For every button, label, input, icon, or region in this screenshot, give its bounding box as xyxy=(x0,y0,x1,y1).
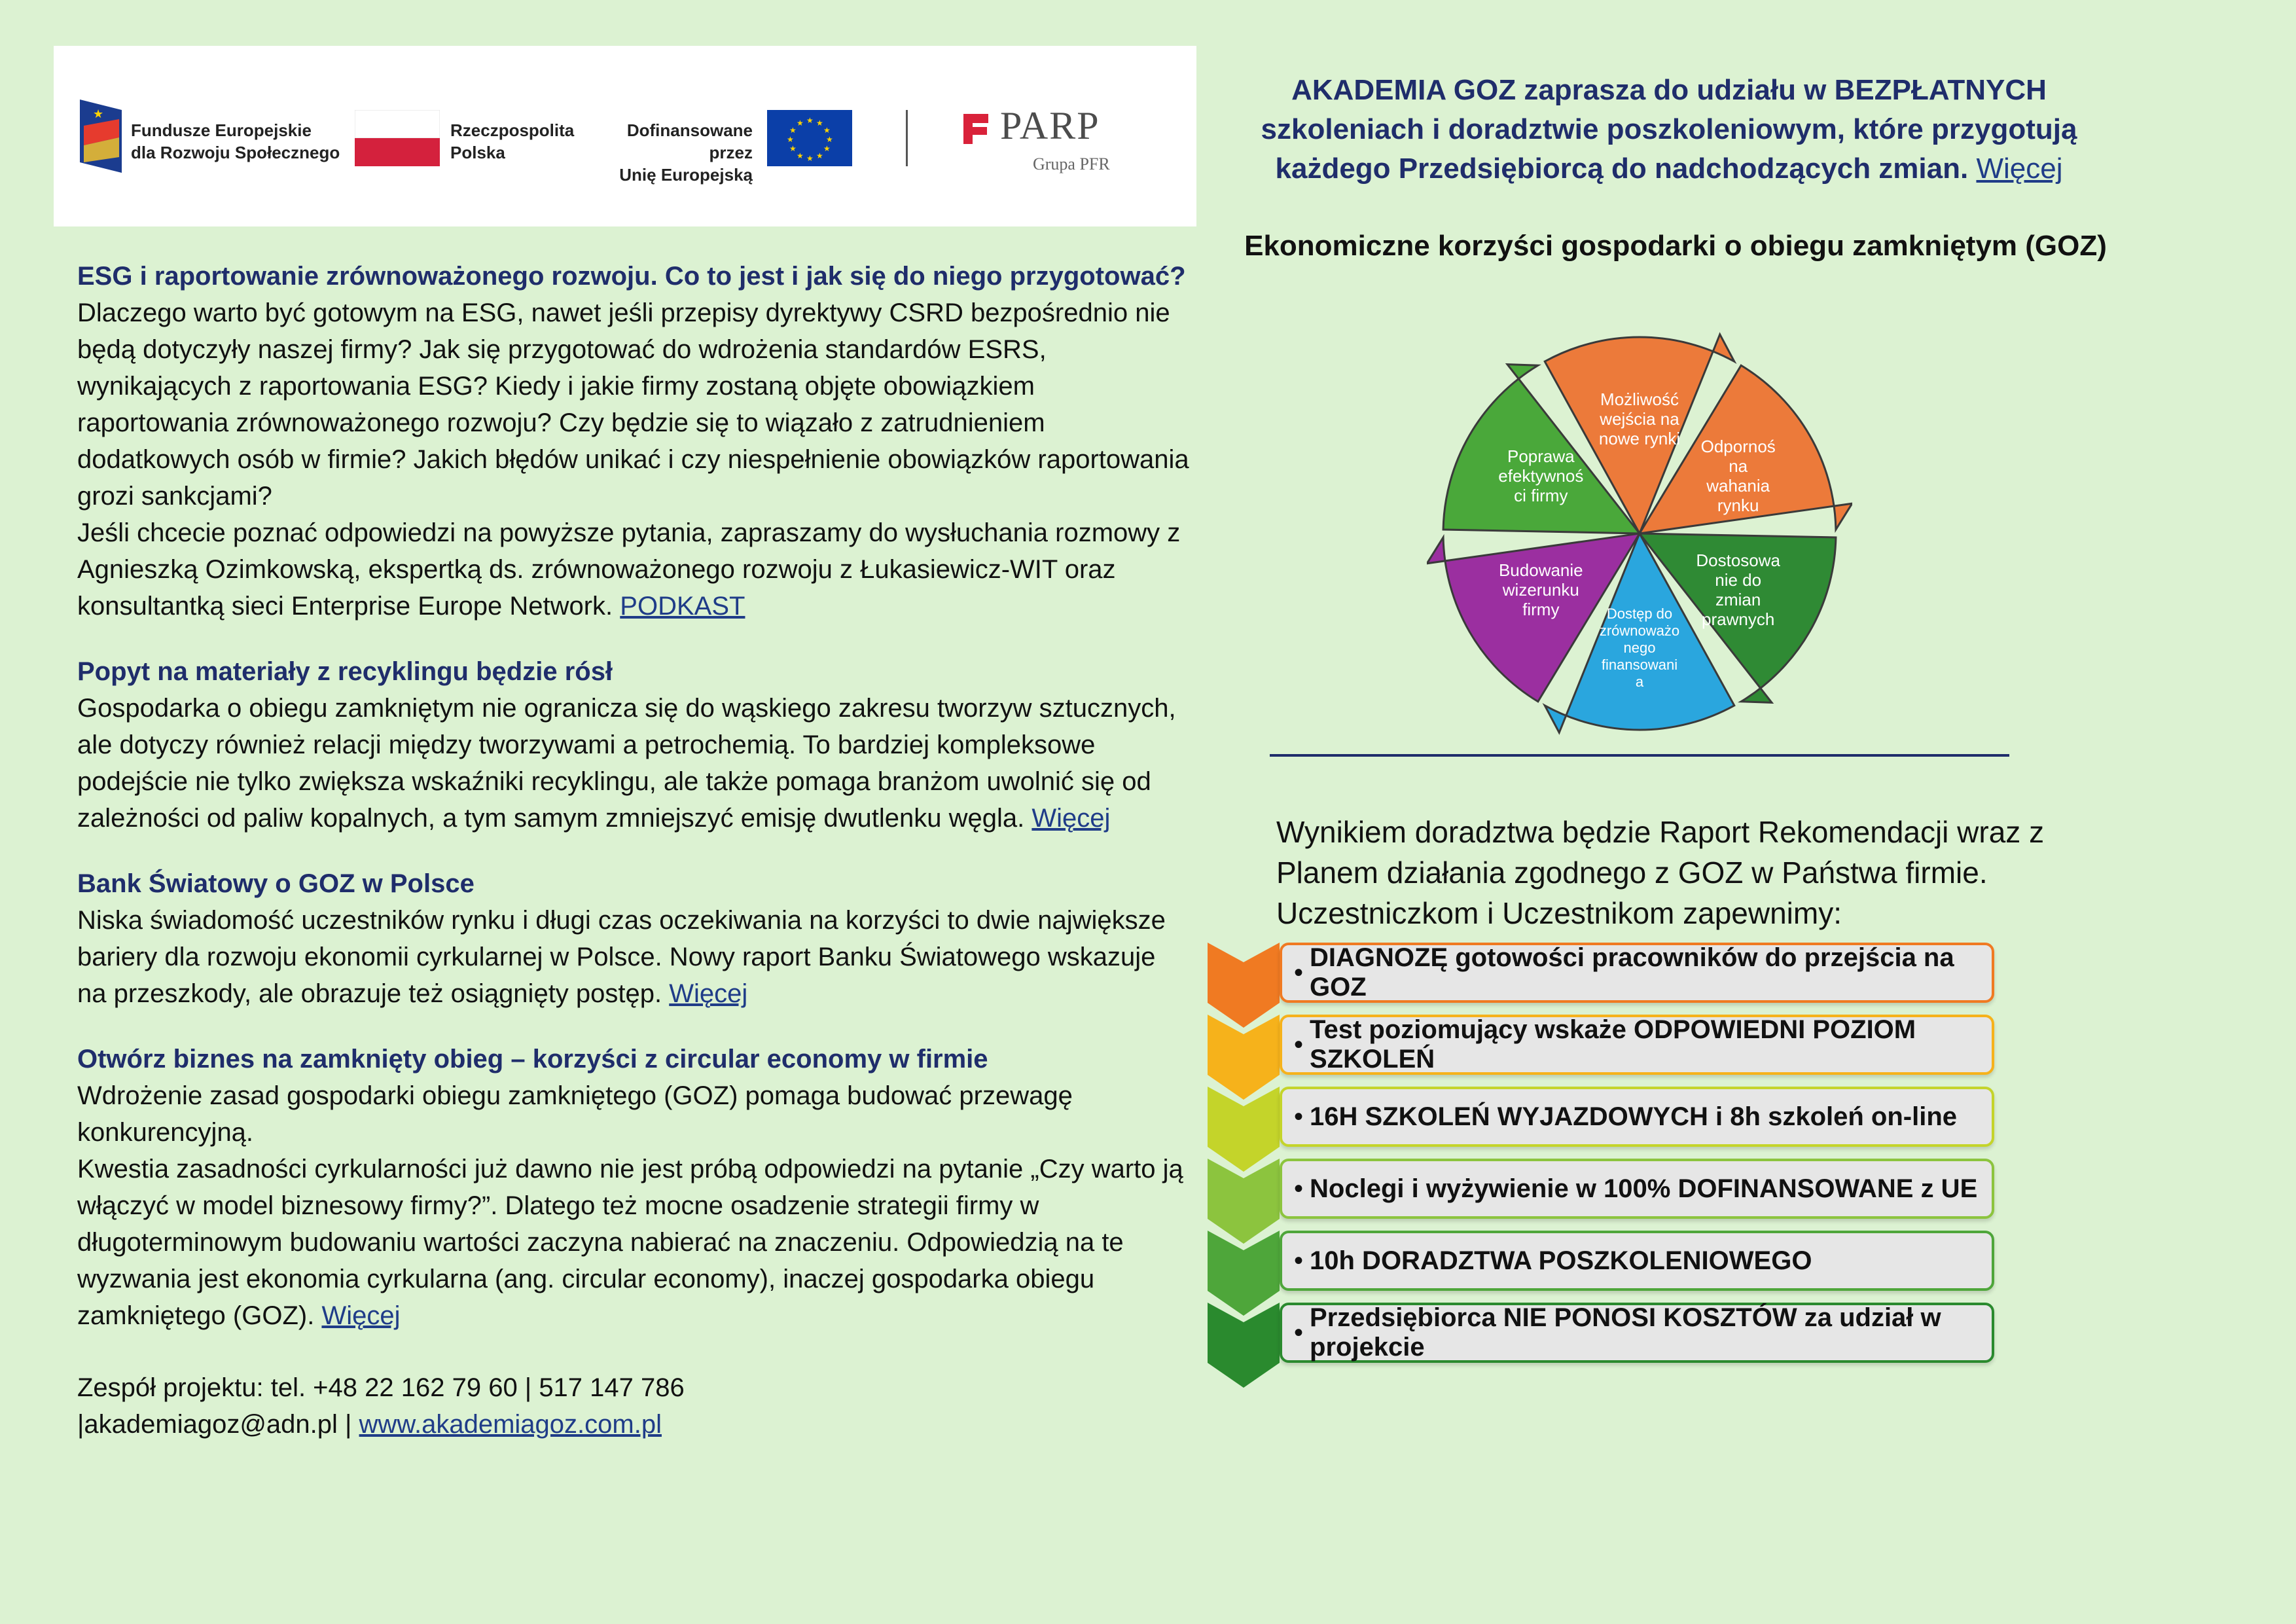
logo-divider xyxy=(906,110,908,166)
article-body-2: Kwestia zasadności cyrkularności już dawno nie jest próbą odpowiedzi na pytanie „Czy warto ją włączyć w model biznesowy firmy?”. Dlatego też mocne osadzenie strategii firmy w długoterminowym budowaniu wartości zaczyna nabierać na znaczeniu. Odpowiedzią na te wyzwania jest ekonomia cyrkularna (ang. circular economy), inaczej gospodarka obiegu zamkniętego (GOZ). Więcej xyxy=(77,1155,1183,1330)
svg-text:★: ★ xyxy=(806,116,814,125)
article-circular xyxy=(77,1041,1190,1334)
intro-banner xyxy=(1244,71,2094,189)
svg-text:★: ★ xyxy=(806,154,814,163)
wheel-segment-label: Budowanie wizerunku firmy xyxy=(1498,560,1583,619)
more-link[interactable]: Więcej xyxy=(321,1301,401,1330)
rp-line2: Polska xyxy=(450,143,505,162)
benefit-item-3: • 16H SZKOLEŃ WYJAZDOWYCH i 8h szkoleń on-line xyxy=(1280,1087,1994,1147)
goz-benefits-wheel xyxy=(1427,301,1852,753)
benefit-item-1: • DIAGNOZĘ gotowości pracowników do przejścia na GOZ xyxy=(1280,943,1994,1003)
article-world-bank xyxy=(77,865,1190,1012)
section-divider xyxy=(1270,754,2009,757)
eu-line2: Unię Europejską xyxy=(619,165,753,185)
parp-logo-text: PARP xyxy=(1000,104,1100,147)
rp-line1: Rzeczpospolita xyxy=(450,120,575,140)
article-recycling xyxy=(77,653,1190,837)
article-title: Bank Światowy o GOZ w Polsce xyxy=(77,869,475,898)
logo-bar xyxy=(54,46,1196,226)
articles-column xyxy=(77,258,1190,1443)
parp-logo-icon xyxy=(961,111,991,145)
article-body: Gospodarka o obiegu zamkniętym nie ogranicza się do wąskiego zakresu tworzyw sztucznych, ale dotyczy również relacji między tworzywami a petrochemią. To bardziej kompleksowe podejście nie tylko zwiększa wskaźniki recyklingu, ale także pomaga branżom uwolnić się od zależności od paliw kopalnych, a tym samym zmniejszyć emisję dwutlenku węgla. Więcej xyxy=(77,694,1176,833)
eu-flag-logo xyxy=(767,110,852,166)
chevron-arrow-icon xyxy=(1208,943,1280,1414)
benefit-item-5: • 10h DORADZTWA POSZKOLENIOWEGO xyxy=(1280,1231,1994,1291)
eu-funds-line1: Fundusze Europejskie xyxy=(131,120,312,140)
svg-text:★: ★ xyxy=(93,107,104,120)
benefits-list xyxy=(1208,943,2098,1414)
chevron-segment xyxy=(1208,943,1280,1028)
eu-funds-line2: dla Rozwoju Społecznego xyxy=(131,143,340,162)
wheel-segment-label: Dostęp do zrównoważo nego finansowani a xyxy=(1599,605,1680,690)
benefit-item-2: • Test poziomujący wskaże ODPOWIEDNI POZIOM SZKOLEŃ xyxy=(1280,1015,1994,1075)
article-body: Wdrożenie zasad gospodarki obiegu zamkniętego (GOZ) pomaga budować przewagę konkurencyjną. xyxy=(77,1081,1073,1147)
svg-text:★: ★ xyxy=(797,118,804,128)
wheel-segment-label: Odpornoś na wahania rynku xyxy=(1700,437,1776,515)
intro-text: AKADEMIA GOZ zaprasza do udziału w BEZPŁATNYCH szkoleniach i doradztwie poszkoleniowym, które przygotują każdego Przedsiębiorcą do nadchodzących zmian. xyxy=(1261,74,2077,185)
article-body-2: Jeśli chcecie poznać odpowiedzi na powyższe pytania, zapraszamy do wysłuchania rozmowy z Agnieszką Ozimkowską, ekspertką ds. zrównoważonego rozwoju z Łukasiewicz-WIT oraz konsultantką sieci Enterprise Europe Network. PODKAST xyxy=(77,518,1181,621)
svg-text:★: ★ xyxy=(787,135,794,144)
article-title: Popyt na materiały z recyklingu będzie rósł xyxy=(77,657,613,686)
svg-text:★: ★ xyxy=(826,135,833,144)
svg-text:★: ★ xyxy=(823,144,831,153)
contact-info: Zespół projektu: tel. +48 22 162 79 60 | 517 147 786 |akademiagoz@adn.pl | www.akademiagoz.com.pl xyxy=(77,1373,685,1439)
benefit-item-4: • Noclegi i wyżywienie w 100% DOFINANSOWANE z UE xyxy=(1280,1159,1994,1219)
diagram-title: Ekonomiczne korzyści gospodarki o obiegu zamkniętym (GOZ) xyxy=(1244,230,2107,262)
wheel-segment-label: Poprawa efektywnoś ci firmy xyxy=(1498,446,1584,505)
svg-text:★: ★ xyxy=(789,144,797,153)
wheel-segment-label: Możliwość wejścia na nowe rynki xyxy=(1598,389,1681,448)
podcast-link[interactable]: PODKAST xyxy=(620,592,745,621)
svg-text:★: ★ xyxy=(816,151,823,160)
intro-more-link[interactable]: Więcej xyxy=(1976,153,2063,185)
eu-line1: Dofinansowane przez xyxy=(626,120,753,162)
result-text: Wynikiem doradztwa będzie Raport Rekomendacji wraz z Planem działania zgodnego z GOZ w Państwa firmie. Uczestniczkom i Uczestnikom zapewnimy: xyxy=(1276,815,2045,930)
article-title: Otwórz biznes na zamknięty obieg – korzyści z circular economy w firmie xyxy=(77,1045,988,1074)
wheel-segment-label: Dostosowa nie do zmian prawnych xyxy=(1696,550,1781,629)
svg-text:★: ★ xyxy=(823,126,831,135)
poland-flag-logo xyxy=(355,110,440,166)
parp-sub: Grupa PFR xyxy=(1033,154,1110,173)
eu-funds-logo xyxy=(80,99,122,173)
benefit-item-6: • Przedsiębiorca NIE PONOSI KOSZTÓW za udział w projekcie xyxy=(1280,1303,1994,1363)
article-body: Dlaczego warto być gotowym na ESG, nawet jeśli przepisy dyrektywy CSRD bezpośrednio nie będą dotyczyły naszej firmy? Jak się przygotować do wdrożenia standardów ESRS, wynikających z raportowania ESG? Kiedy i jakie firmy zostaną objęte obowiązkiem raportowania zrównoważonego rozwoju? Czy będzie się to wiązało z zatrudnieniem dodatkowych osób w firmie? Jakich błędów unikać i czy niespełnienie obowiązków raportowania grozi sankcjami? xyxy=(77,298,1189,511)
article-body: Niska świadomość uczestników rynku i długi czas oczekiwania na korzyści to dwie największe bariery dla rozwoju ekonomii cyrkularnej w Polsce. Nowy raport Banku Światowego wskazuje na przeszkody, ale obrazuje też osiągnięty postęp. Więcej xyxy=(77,906,1166,1008)
article-title: ESG i raportowanie zrównoważonego rozwoju. Co to jest i jak się do niego przygotować? xyxy=(77,262,1186,291)
svg-text:★: ★ xyxy=(816,118,823,128)
more-link[interactable]: Więcej xyxy=(669,979,748,1008)
svg-text:★: ★ xyxy=(789,126,797,135)
article-esg xyxy=(77,258,1190,624)
more-link[interactable]: Więcej xyxy=(1031,804,1111,833)
svg-text:★: ★ xyxy=(797,151,804,160)
website-link[interactable]: www.akademiagoz.com.pl xyxy=(359,1410,662,1439)
